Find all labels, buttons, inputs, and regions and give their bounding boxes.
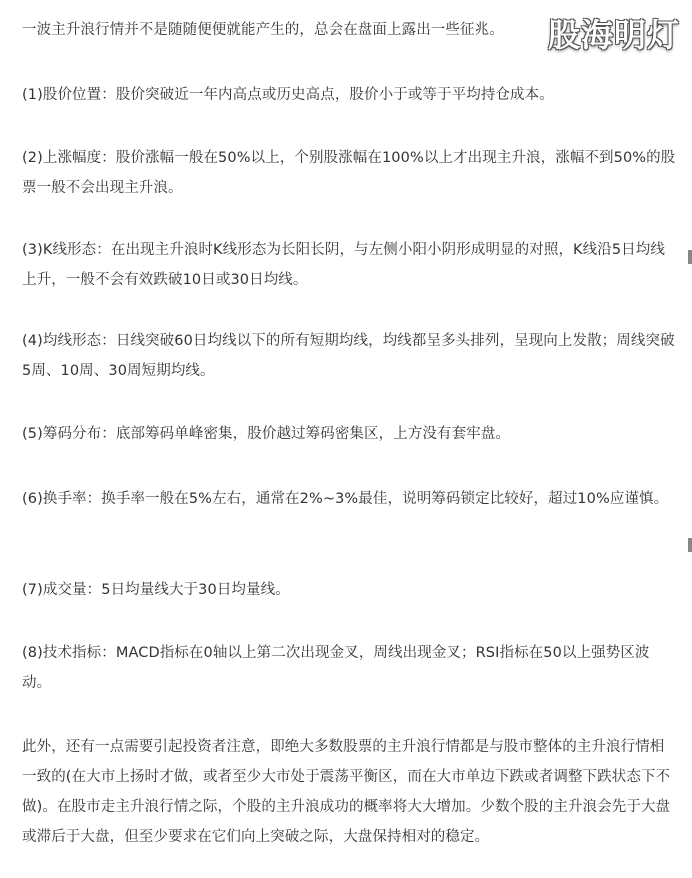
- intro-paragraph: 一波主升浪行情并不是随随便便就能产生的，总会在盘面上露出一些征兆。: [22, 22, 504, 38]
- point-3-kline-pattern: (3)K线形态：在出现主升浪时K线形态为长阳长阴，与左侧小阳小阴形成明显的对照，K线沿5日均线上升，一般不会有效跌破10日或30日均线。: [22, 242, 665, 288]
- closing-paragraph: 此外，还有一点需要引起投资者注意，即绝大多数股票的主升浪行情都是与股市整体的主升浪行情相一致的(在大市上扬时才做，或者至少大市处于震荡平衡区，而在大市单边下跌或者调整下跌状态下不做)。在股市走主升浪行情之际，个股的主升浪成功的概率将大大增加。少数个股的主升浪会先于大盘或滞后于大盘，但至少要求在它们向上突破之际，大盘保持相对的稳定。: [22, 739, 671, 845]
- point-5-chip-distribution: (5)筹码分布：底部筹码单峰密集，股价越过筹码密集区，上方没有套牢盘。: [22, 426, 511, 442]
- scrollbar-mark-upper: [688, 250, 692, 264]
- point-7-volume: (7)成交量：5日均量线大于30日均量线。: [22, 582, 290, 598]
- point-1-stock-position: (1)股价位置：股价突破近一年内高点或历史高点，股价小于或等于平均持仓成本。: [22, 87, 554, 103]
- scrollbar-mark-lower: [688, 538, 692, 552]
- point-6-turnover-rate: (6)换手率：换手率一般在5%左右，通常在2%~3%最佳，说明筹码锁定比较好，超过10%应谨慎。: [22, 491, 669, 507]
- point-2-price-increase: (2)上涨幅度：股价涨幅一般在50%以上，个别股涨幅在100%以上才出现主升浪，涨幅不到50%的股票一般不会出现主升浪。: [22, 150, 676, 196]
- point-8-technical-indicators: (8)技术指标：MACD指标在0轴以上第二次出现金叉，周线出现金叉；RSI指标在50以上强势区波动。: [22, 645, 650, 691]
- watermark-logo: 股海明灯: [547, 16, 680, 54]
- point-4-moving-average-pattern: (4)均线形态：日线突破60日均线以下的所有短期均线，均线都呈多头排列，呈现向上发散；周线突破5周、10周、30周短期均线。: [22, 333, 675, 379]
